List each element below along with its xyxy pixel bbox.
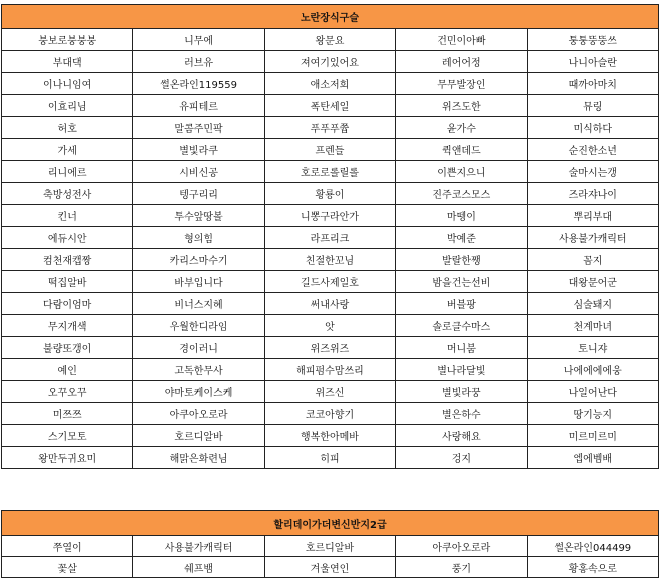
name-cell: 형의힘 — [133, 227, 264, 249]
name-cell: 미쯔쯔 — [2, 403, 133, 425]
name-cell: 사용불가캐릭터 — [527, 227, 658, 249]
name-cell: 황룡이 — [264, 183, 395, 205]
name-cell: 시비신공 — [133, 161, 264, 183]
table-row — [2, 315, 659, 337]
name-cell: 윤가수 — [396, 117, 527, 139]
name-cell: 오꾸오꾸 — [2, 381, 133, 403]
name-cell: 미식하다 — [527, 117, 658, 139]
table-row — [2, 227, 659, 249]
name-cell: 뮤링 — [527, 95, 658, 117]
table-row — [2, 117, 659, 139]
name-cell: 예인 — [2, 359, 133, 381]
name-cell: 아쿠아오로라 — [396, 536, 527, 557]
name-cell: 순진한소년 — [527, 139, 658, 161]
name-cell: 버블팡 — [396, 293, 527, 315]
table-row — [2, 161, 659, 183]
name-cell: 박예준 — [396, 227, 527, 249]
name-cell: 져여기있어요 — [264, 51, 395, 73]
name-cell: 떡집알바 — [2, 271, 133, 293]
table-row — [2, 183, 659, 205]
table-row — [2, 95, 659, 117]
name-cell: 썰온라인044499 — [527, 536, 658, 557]
name-cell: 머니붐 — [396, 337, 527, 359]
name-cell: 퀵앤데드 — [396, 139, 527, 161]
name-cell: 술마시는갱 — [527, 161, 658, 183]
name-cell: 애소저희 — [264, 73, 395, 95]
name-cell: 카리스마수기 — [133, 249, 264, 271]
name-cell: 길드사제일호 — [264, 271, 395, 293]
name-cell: 써내사랑 — [264, 293, 395, 315]
name-cell: 폭탄세일 — [264, 95, 395, 117]
name-cell: 야마토케이스케 — [133, 381, 264, 403]
name-cell: 가세 — [2, 139, 133, 161]
name-cell: 즈라쟈나이 — [527, 183, 658, 205]
table-title: 노란장식구슬 — [2, 5, 659, 29]
name-cell: 호르디알바 — [133, 425, 264, 447]
name-cell: 뿌리부대 — [527, 205, 658, 227]
name-cell: 행복한아메바 — [264, 425, 395, 447]
table-row — [2, 139, 659, 161]
name-cell: 코코아향기 — [264, 403, 395, 425]
name-cell: 아쿠아오로라 — [133, 403, 264, 425]
table-row — [2, 359, 659, 381]
name-cell: 다람이엄마 — [2, 293, 133, 315]
name-cell: 마뗑이 — [396, 205, 527, 227]
name-cell: 프렌들 — [264, 139, 395, 161]
name-cell: 허호 — [2, 117, 133, 139]
name-cell: 유피테르 — [133, 95, 264, 117]
name-cell: 말콤주민팍 — [133, 117, 264, 139]
name-cell: 쭈열이 — [2, 536, 133, 557]
name-cell: 왕만두귀요미 — [2, 447, 133, 469]
name-cell: 왕문요 — [264, 29, 395, 51]
name-cell: 천계마녀 — [527, 315, 658, 337]
table-row — [2, 403, 659, 425]
name-cell: 경이러니 — [133, 337, 264, 359]
name-cell: 친절한꼬님 — [264, 249, 395, 271]
name-cell: 나에에에에웅 — [527, 359, 658, 381]
name-cell: 위즈위즈 — [264, 337, 395, 359]
name-cell: 별빛라쿠 — [133, 139, 264, 161]
guild-roster-table-1 — [1, 4, 659, 469]
name-cell: 무지개색 — [2, 315, 133, 337]
name-cell: 히피 — [264, 447, 395, 469]
name-cell: 쉐프뱀 — [133, 557, 264, 578]
name-cell: 밤을건는선비 — [396, 271, 527, 293]
name-cell: 때까아마치 — [527, 73, 658, 95]
name-cell: 진주코스모스 — [396, 183, 527, 205]
name-cell: 투수앞땅볼 — [133, 205, 264, 227]
table-row — [2, 205, 659, 227]
name-cell: 사랑해요 — [396, 425, 527, 447]
name-cell: 레어어정 — [396, 51, 527, 73]
table-row — [2, 29, 659, 51]
table-row — [2, 73, 659, 95]
name-cell: 부대댁 — [2, 51, 133, 73]
name-cell: 사용불가캐릭터 — [133, 536, 264, 557]
name-cell: 비너스지혜 — [133, 293, 264, 315]
name-cell: 호로로롤릴롤 — [264, 161, 395, 183]
name-cell: 해피펌수맘쓰리 — [264, 359, 395, 381]
name-cell: 토니쟈 — [527, 337, 658, 359]
name-cell: 고독한무사 — [133, 359, 264, 381]
name-cell: 스기모토 — [2, 425, 133, 447]
name-cell: 앗 — [264, 315, 395, 337]
name-cell: 대왕문어군 — [527, 271, 658, 293]
name-cell: 불량또갱이 — [2, 337, 133, 359]
name-cell: 나일어난다 — [527, 381, 658, 403]
name-cell: 축방성전사 — [2, 183, 133, 205]
table-row — [2, 51, 659, 73]
name-cell: 해맑은화련님 — [133, 447, 264, 469]
name-cell: 건민이아빠 — [396, 29, 527, 51]
name-cell: 풍기 — [396, 557, 527, 578]
table-header-row — [2, 5, 659, 29]
table-row — [2, 557, 659, 578]
name-cell: 황홍속으로 — [527, 557, 658, 578]
table-title: 할리데이가더변신반지2급 — [2, 511, 659, 536]
table-row — [2, 536, 659, 557]
name-cell: 꽃살 — [2, 557, 133, 578]
table-row — [2, 425, 659, 447]
name-cell: 컴천재캡짱 — [2, 249, 133, 271]
name-cell: 텡구리리 — [133, 183, 264, 205]
table-row — [2, 249, 659, 271]
name-cell: 라프리크 — [264, 227, 395, 249]
name-cell: 퉁퉁뚱뚱쓰 — [527, 29, 658, 51]
name-cell: 미르미르미 — [527, 425, 658, 447]
name-cell: 위즈신 — [264, 381, 395, 403]
table-row — [2, 337, 659, 359]
name-cell: 별나라달빛 — [396, 359, 527, 381]
name-cell: 에듀시안 — [2, 227, 133, 249]
name-cell: 이효리님 — [2, 95, 133, 117]
name-cell: 니무에 — [133, 29, 264, 51]
name-cell: 이나니임여 — [2, 73, 133, 95]
table-row — [2, 381, 659, 403]
name-cell: 호르디알바 — [264, 536, 395, 557]
name-cell: 리니에르 — [2, 161, 133, 183]
name-cell: 꼼지 — [527, 249, 658, 271]
name-cell: 심술돼지 — [527, 293, 658, 315]
table-row — [2, 271, 659, 293]
table-row — [2, 293, 659, 315]
name-cell: 무무발장인 — [396, 73, 527, 95]
name-cell: 니뽕구라안가 — [264, 205, 395, 227]
name-cell: 바부입니다 — [133, 271, 264, 293]
name-cell: 붕보로붕붕붕 — [2, 29, 133, 51]
name-cell: 나니아슬란 — [527, 51, 658, 73]
name-cell: 땅기능지 — [527, 403, 658, 425]
name-cell: 별은하수 — [396, 403, 527, 425]
name-cell: 킨너 — [2, 205, 133, 227]
name-cell: 위즈도한 — [396, 95, 527, 117]
name-cell: 이쁜지으니 — [396, 161, 527, 183]
name-cell: 솔로클수마스 — [396, 315, 527, 337]
name-cell: 우월한디라임 — [133, 315, 264, 337]
table-row — [2, 447, 659, 469]
name-cell: 겨울연인 — [264, 557, 395, 578]
table-header-row — [2, 511, 659, 536]
guild-roster-table-2 — [1, 510, 659, 578]
name-cell: 별빛라꿍 — [396, 381, 527, 403]
name-cell: 썰온라인119559 — [133, 73, 264, 95]
name-cell: 푸푸푸쯉 — [264, 117, 395, 139]
name-cell: 겅지 — [396, 447, 527, 469]
name-cell: 엡에벰배 — [527, 447, 658, 469]
name-cell: 러브유 — [133, 51, 264, 73]
name-cell: 발랄한쨍 — [396, 249, 527, 271]
